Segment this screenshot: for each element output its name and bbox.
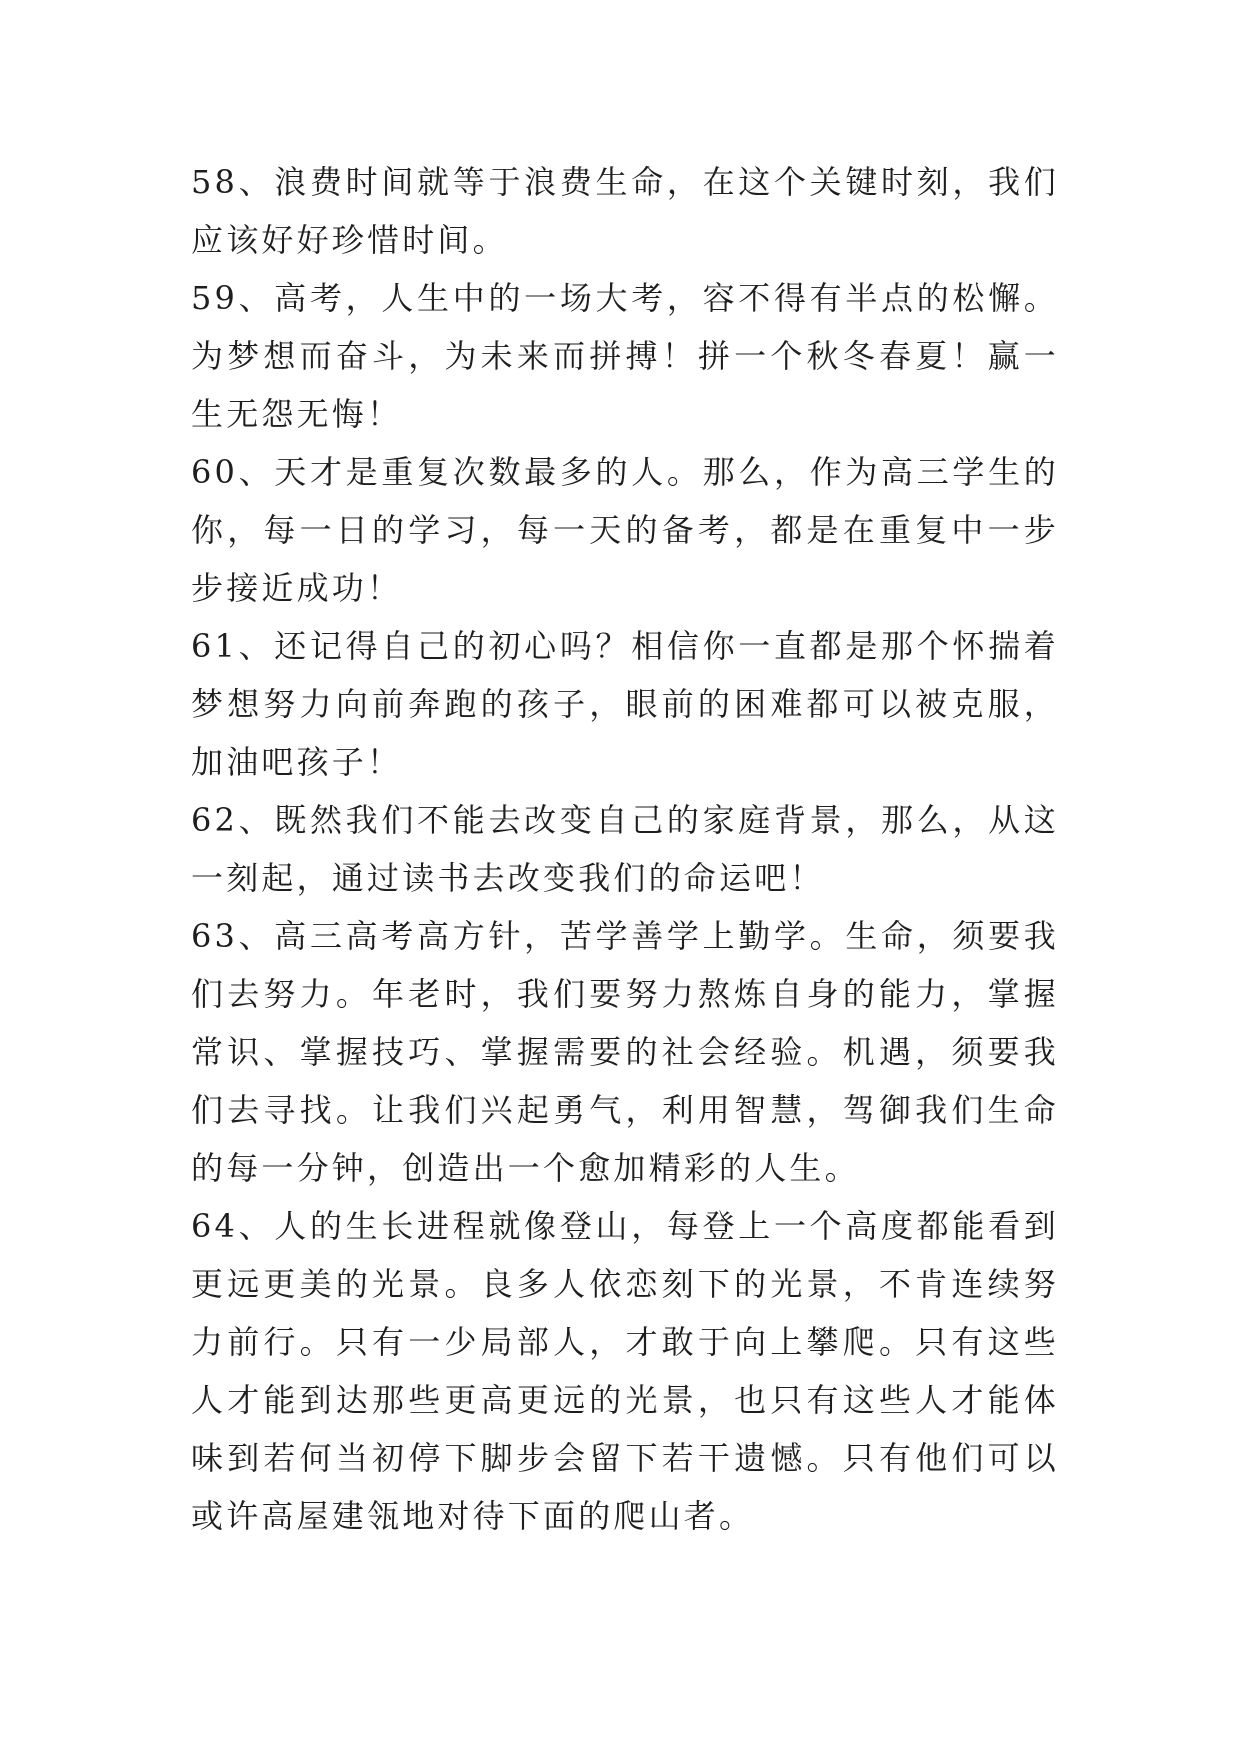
- document-body: [191, 153, 1059, 1545]
- paragraph-62: 62、既然我们不能去改变自己的家庭背景，那么，从这一刻起，通过读书去改变我们的命运吧！: [191, 801, 1059, 897]
- paragraph-64: 64、人的生长进程就像登山，每登上一个高度都能看到更远更美的光景。良多人依恋刻下的光景，不肯连续努力前行。只有一少局部人，才敢于向上攀爬。只有这些人才能到达那些更高更远的光景，也只有这些人才能体味到若何当初停下脚步会留下若干遗憾。只有他们可以或许高屋建瓴地对待下面的爬山者。: [191, 1207, 1059, 1535]
- paragraph-63: 63、高三高考高方针，苦学善学上勤学。生命，须要我们去努力。年老时，我们要努力熬炼自身的能力，掌握常识、掌握技巧、掌握需要的社会经验。机遇，须要我们去寻找。让我们兴起勇气，利用智慧，驾御我们生命的每一分钟，创造出一个愈加精彩的人生。: [191, 917, 1059, 1187]
- paragraph-61: 61、还记得自己的初心吗？相信你一直都是那个怀揣着梦想努力向前奔跑的孩子，眼前的困难都可以被克服，加油吧孩子！: [191, 627, 1059, 781]
- paragraph-59: 59、高考，人生中的一场大考，容不得有半点的松懈。为梦想而奋斗，为未来而拼搏！拼一个秋冬春夏！赢一生无怨无悔！: [191, 279, 1059, 433]
- paragraph-58: 58、浪费时间就等于浪费生命，在这个关键时刻，我们应该好好珍惜时间。: [191, 163, 1059, 259]
- paragraph-60: 60、天才是重复次数最多的人。那么，作为高三学生的你，每一日的学习，每一天的备考，都是在重复中一步步接近成功！: [191, 453, 1059, 607]
